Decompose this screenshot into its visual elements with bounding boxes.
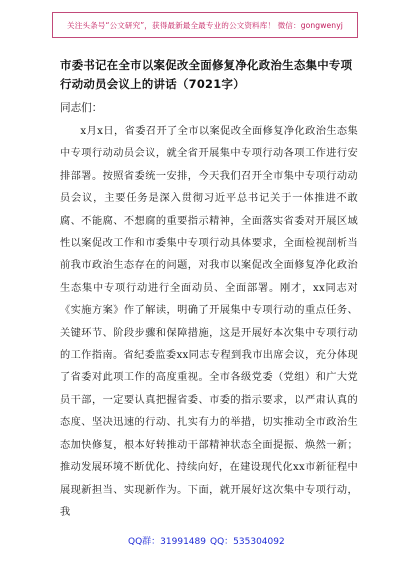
footer-qq: QQ：535304092 [210, 537, 285, 547]
footer-qq-group: QQ群：31991489 [128, 537, 206, 547]
document-title: 市委书记在全市以案促改全面修复净化政治生态集中专项行动动员会议上的讲话（7021字） [60, 58, 353, 91]
footer [0, 532, 408, 548]
header-banner-text: 关注头条号“公文研究”，获得最新最全最专业的公文资料库！ 微信：gongwenyj [67, 20, 343, 30]
body-paragraph: x月x日，省委召开了全市以案促改全面修复净化政治生态集中专项行动动员会议，就全省开展集中专项行动各项工作进行安排部署。按照省委统一安排，今天我们召开全市集中专项行动动员会议，主要任务是深入贯彻习近平总书记关于一体推进不敢腐、不能腐、不想腐的重要指示精神，全面落实省委对开展区域性以案促改工作和市委集中专项行动具体要求，全面检视剖析当前我市政治生态存在的问题，对我市以案促改全面修复净化政治生态集中专项行动进行全面动员、全面部署。刚才，xx同志对《实施方案》作了解读，明确了开展集中专项行动的重点任务、关键环节、阶段步骤和保障措施，这是开展好本次集中专项行动的工作指南。省纪委监委xx同志专程到我市出席会议，充分体现了省委对此项工作的高度重视。全市各级党委（党组）和广大党员干部，一定要认真把握省委、市委的指示要求，以严肃认真的态度、坚决迅速的行动、扎实有力的举措，切实推动全市政治生态加快修复，根本好转推动干部精神状态全面提振、焕然一新；推动发展环境不断优化、持续向好，在建设现代化xx市新征程中展现新担当、实现新作为。下面，就开展好这次集中专项行动，我 [60, 126, 358, 518]
header-banner [52, 12, 358, 38]
salutation: 同志们： [60, 102, 103, 114]
